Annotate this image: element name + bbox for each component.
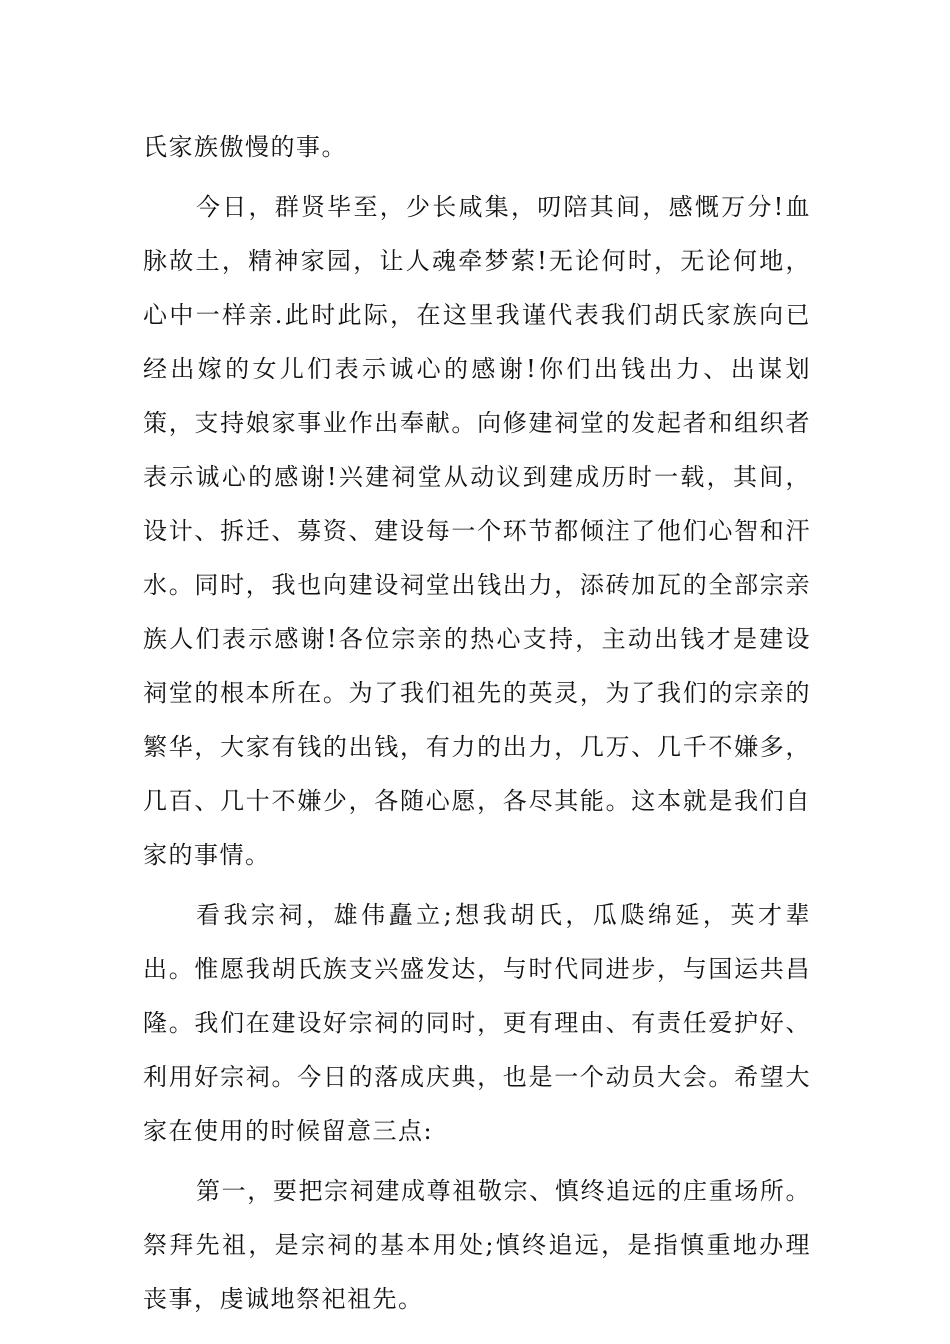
paragraph-point-one: 第一，要把宗祠建成尊祖敬宗、慎终追远的庄重场所。 祭拜先祖，是宗祠的基本用处;慎终追远，是指慎重地办理丧事，虔诚地祭祀祖先。	[143, 1177, 811, 1313]
paragraph-gratitude: 今日，群贤毕至，少长咸集，叨陪其间，感慨万分!血脉故土，精神家园，让人魂牵梦萦!无论何时，无论何地，心中一样亲.此时此际，在这里我谨代表我们胡氏家族向已经出嫁的女儿们表示诚心的感谢!你们出钱出力、出谋划策，支持娘家事业作出奉献。向修建祠堂的发起者和组织者表示诚心的感谢!兴建祠堂从动议到建成历时一载，其间，设计、拆迁、募资、建设每一个环节都倾注了他们心智和汗水。同时，我也向建设祠堂出钱出力，添砖加瓦的全部宗亲族人们表示感谢!各位宗亲的热心支持，主动出钱才是建设祠堂的根本所在。为了我们祖先的英灵，为了我们的宗亲的繁华，大家有钱的出钱，有力的出力，几万、几千不嫌多，几百、几十不嫌少，各随心愿，各尽其能。这本就是我们自家的事情。	[143, 193, 811, 869]
paragraph-ancestral-hall: 看我宗祠，雄伟矗立;想我胡氏，瓜瓞绵延，英才辈出。惟愿我胡氏族支兴盛发达，与时代同进步，与国运共昌隆。我们在建设好宗祠的同时，更有理由、有责任爱护好、利用好宗祠。今日的落成庆典，也是一个动员大会。希望大家在使用的时候留意三点:	[143, 901, 811, 1145]
document-body	[143, 120, 811, 1326]
paragraph-continuation: 氏家族傲慢的事。	[143, 133, 347, 161]
